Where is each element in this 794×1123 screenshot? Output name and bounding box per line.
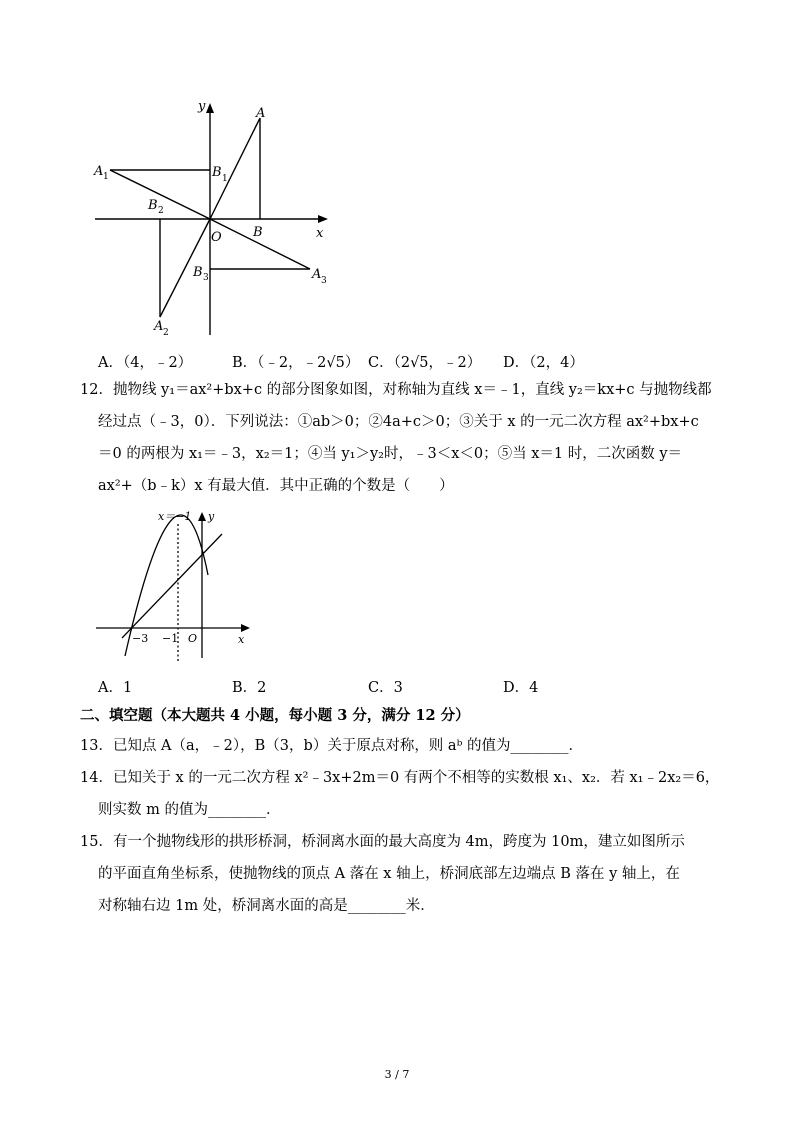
q12-option-b[interactable]: B．2 [232,680,267,696]
q12-option-d[interactable]: D．4 [503,680,539,696]
page-number: 3 / 7 [384,1068,410,1081]
q11-fig-sub-A3: 3 [321,276,327,286]
q12-fig-axis-label: x＝−1 [158,510,192,523]
q11-fig-label-B1: B [212,165,222,180]
q11-fig-label-B: B [253,225,263,240]
q12-line-4: ax²+（b﹣k）x 有最大值．其中正确的个数是（ ） [98,478,454,494]
q12-fig-tick-m3: −3 [132,632,149,645]
q15-line-3: 对称轴右边 1m 处，桥洞离水面的高是________米． [98,898,435,914]
q15-line-2: 的平面直角坐标系，使抛物线的顶点 A 落在 x 轴上，桥洞底部左边端点 B 落在 y 轴上，在 [98,866,680,882]
q12-fig-tick-m1: −1 [162,632,179,645]
q11-fig-sub-A2: 2 [163,328,169,338]
q14-line-2: 则实数 m 的值为________． [98,802,281,818]
q11-option-c[interactable]: C．（2√5，﹣2） [368,355,482,371]
q11-fig-label-A3: A [312,267,322,282]
q11-fig-sub-B3: 3 [203,273,209,283]
q12-option-a[interactable]: A．1 [98,680,133,696]
q12-figure [92,504,252,666]
q11-fig-label-O: O [211,230,222,245]
q12-line-3: ＝0 的两根为 x₁＝﹣3，x₂＝1；④当 y₁＞y₂时，﹣3＜x＜0；⑤当 x＝1 时，二次函数 y＝ [98,446,683,462]
q15-line-1: 15．有一个抛物线形的拱形桥洞，桥洞离水面的最大高度为 4m，跨度为 10m，建立如图所示 [80,834,685,850]
q11-fig-sub-B1: 1 [222,174,228,184]
section-heading-fill-in: 二、填空题（本大题共 4 小题，每小题 3 分，满分 12 分） [80,707,470,724]
q11-fig-sub-B2: 2 [158,206,164,216]
q12-fig-x-label: x [238,633,245,646]
q11-fig-label-A1: A [94,164,104,179]
q12-fig-label-O: O [188,632,198,645]
q12-line-2: 经过点（﹣3，0）．下列说法：①ab＞0；②4a+c＞0；③关于 x 的一元二次方程 ax²+bx+c [98,414,699,430]
q11-option-a[interactable]: A．（4，﹣2） [98,355,193,371]
q11-fig-y-label: y [198,99,206,114]
q11-option-b[interactable]: B．（﹣2，﹣2√5） [232,355,360,371]
q12-option-c[interactable]: C．3 [368,680,403,696]
q12-line-1: 12．抛物线 y₁＝ax²+bx+c 的部分图象如图，对称轴为直线 x＝﹣1，直线 y₂＝kx+c 与抛物线都 [80,382,712,398]
q11-fig-x-label: x [316,226,324,241]
q11-fig-label-B2: B [148,198,158,213]
q11-fig-label-B3: B [193,265,203,280]
q11-figure [90,95,340,345]
q14-line-1: 14．已知关于 x 的一元二次方程 x²﹣3x+2m＝0 有两个不相等的实数根 x₁、x₂．若 x₁﹣2x₂＝6， [80,770,720,786]
q13-text: 13．已知点 A（a，﹣2），B（3，b）关于原点对称，则 aᵇ 的值为________． [80,738,583,754]
q11-option-d[interactable]: D．（2，4） [503,355,584,371]
q11-fig-label-A: A [256,106,266,121]
q11-fig-sub-A1: 1 [103,172,109,182]
q11-fig-label-A2: A [154,319,164,334]
q12-fig-y-label: y [208,510,215,523]
